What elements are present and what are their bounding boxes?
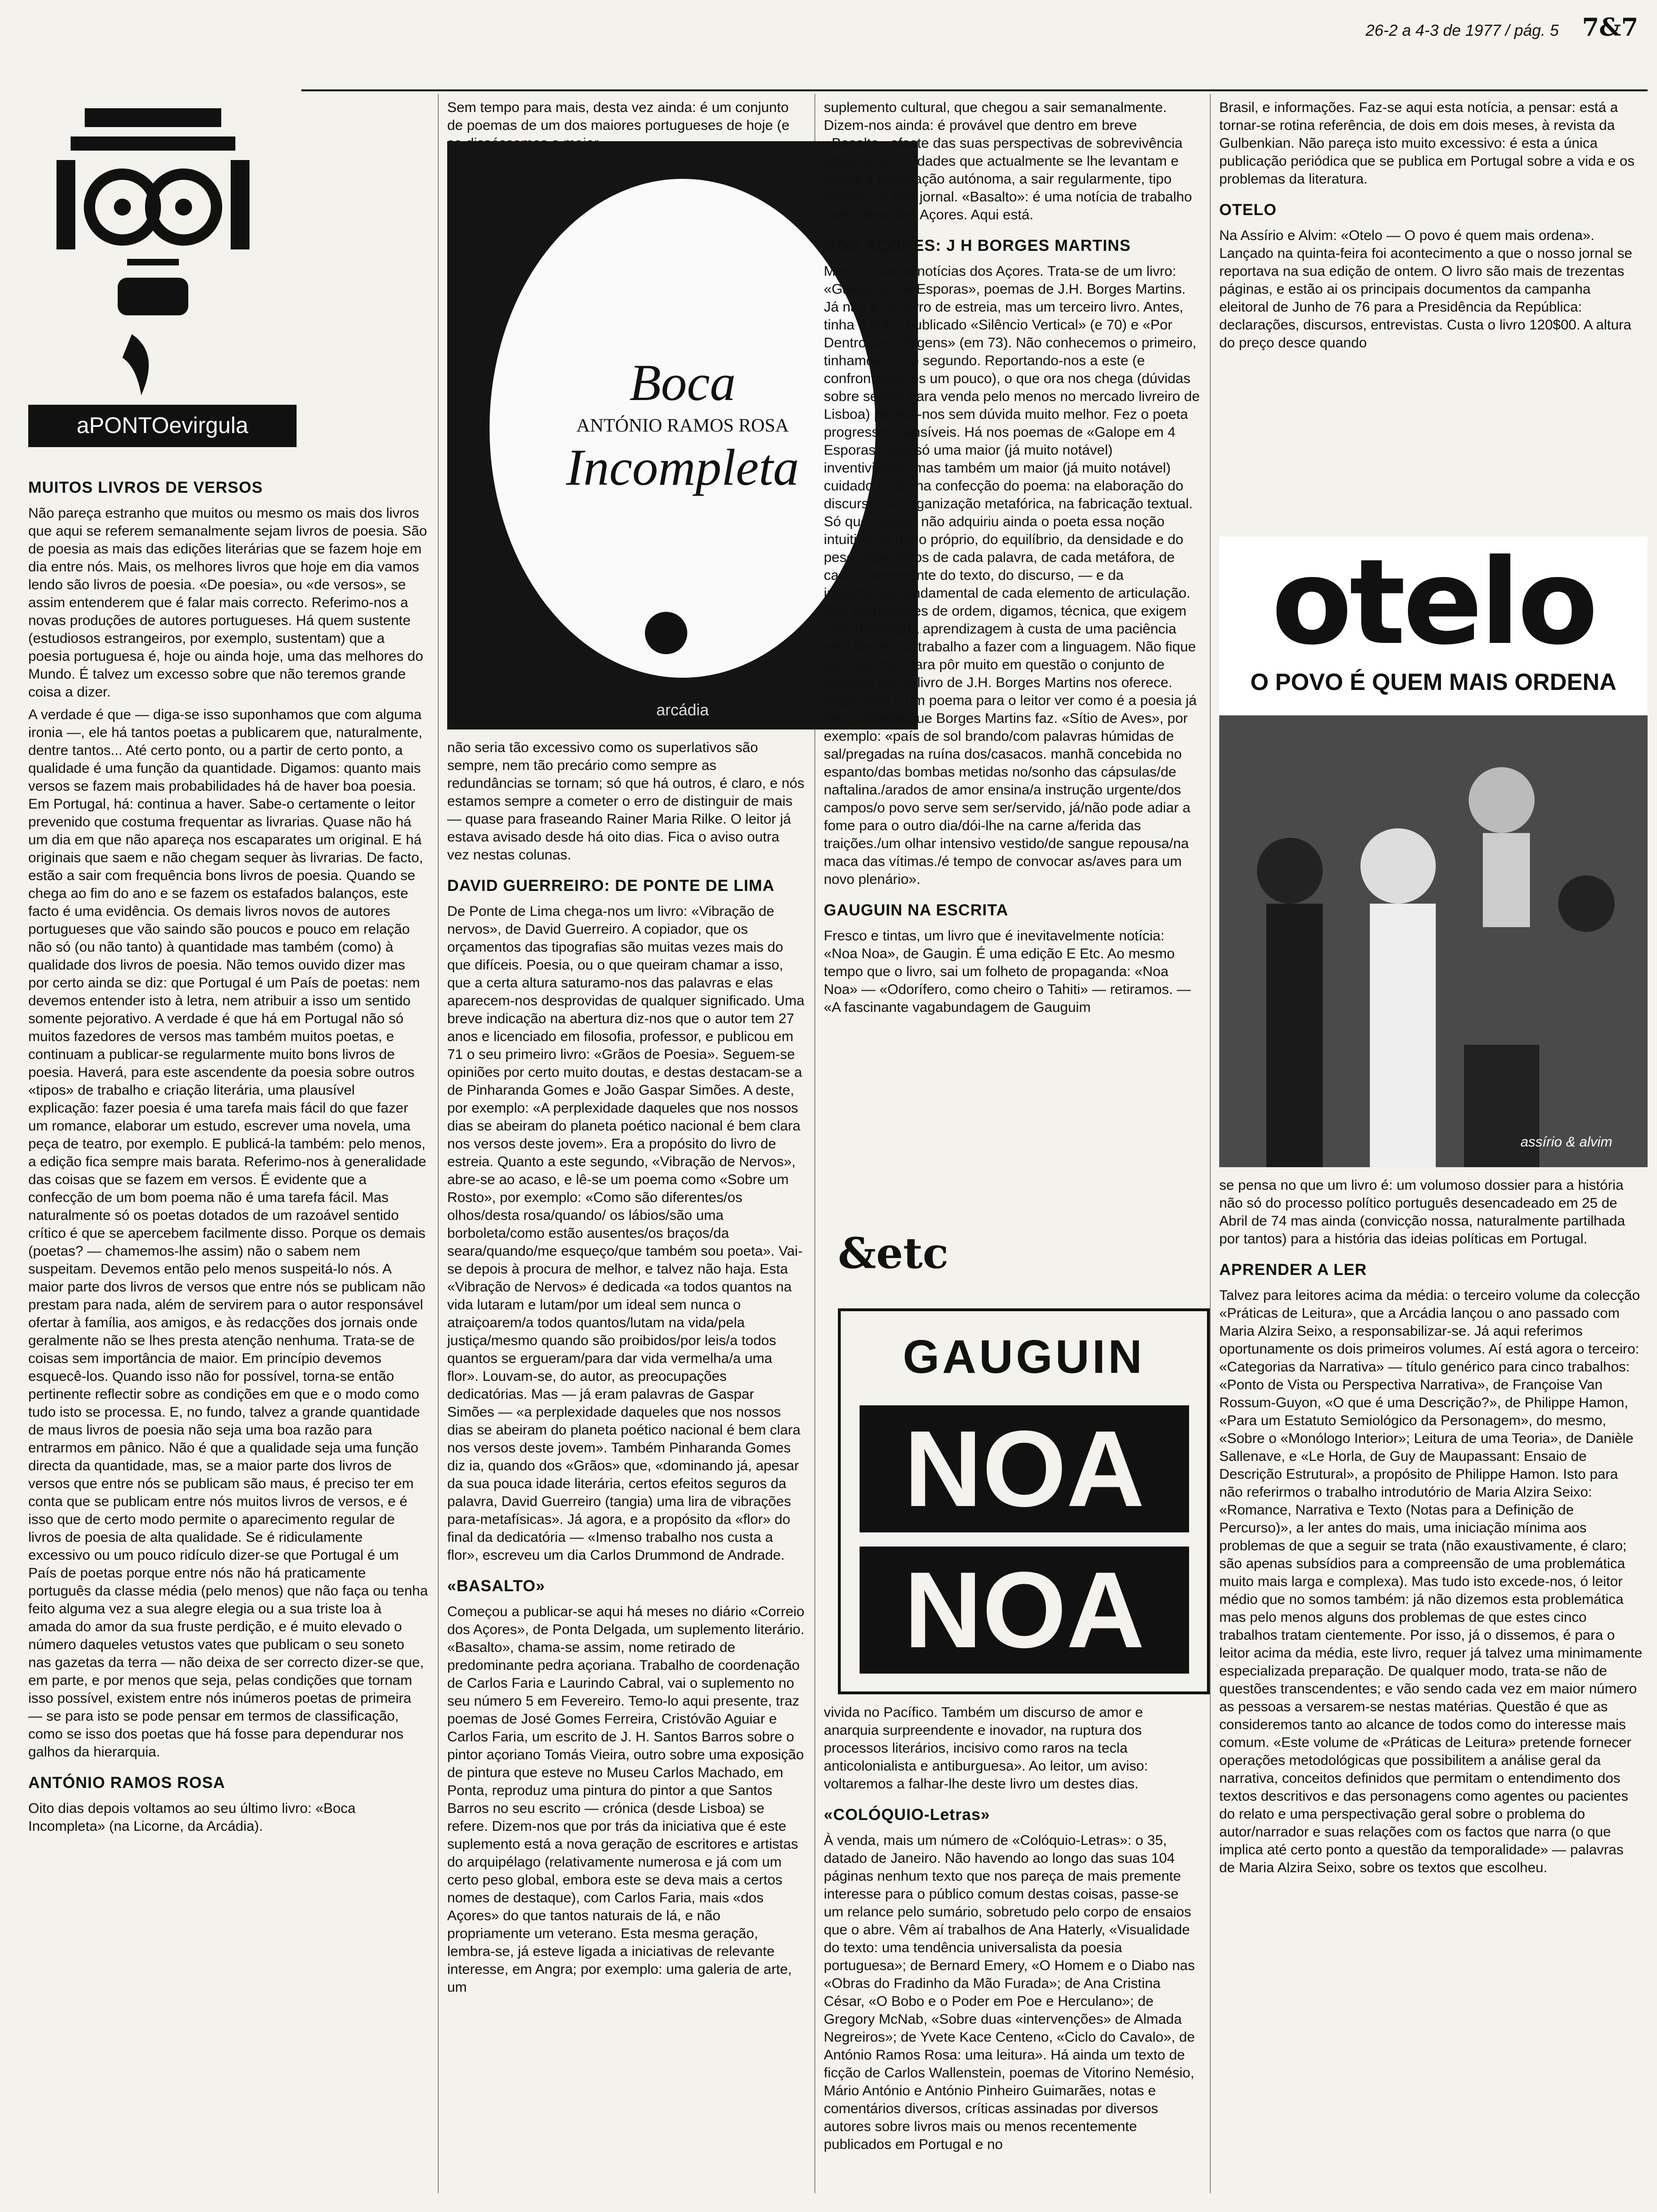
article-paragraph: suplemento cultural, que chegou a sair semanalmente. Dizem-nos ainda: é provável que dentro em breve «Basalto» afaste das suas perspectivas de sobrevivência algumas dificuldades que actualmente se lhe levantam e passe a publicação autónoma, a sair regularmente, tipo revista, ou tipo jornal. «Basalto»: é uma notícia de trabalho que chega dos Açores. Aqui está. [824, 100, 1192, 223]
article-paragraph: De Ponte de Lima chega-nos um livro: «Vibração de nervos», de David Guerreiro. A copiador, que os orçamentos das tipografias são muitas vezes mais do que difíceis. Poesia, ou o que queiram chamar a isso, que a certa altura saturamo-nos das palavras e elas aparecem-nos desprovidas de qualquer significado. Uma breve indicação na abertura diz-nos que o autor tem 27 anos e licenciado em filosofia, professor, e publicou em 71 o seu primeiro livro: «Grãos de Poesia». Seguem-se opiniões por certo muito doutas, e destas destacam-se a de Pinharanda Gomes e João Gaspar Simões. A deste, por exemplo: «A perplexidade daqueles que nos nossos dias se abeiram do planeta poético nacional é bem clara nos versos deste jovem». Era a propósito do livro de estreia. Quanto a este segundo, «Vibração de Nervos», abre-se ao acaso, e lê-se um poema como «Sobre um Rosto», por exemplo: «Como são diferentes/os olhos/desta rosa/quando/ os lábios/são uma borboleta/como estão ausentes/os braços/da seara/quando/me esqueço/que também sou poeta». Vai-se depois à procura de melhor, e talvez não haja. Esta «Vibração de Nervos» é dedicada «a todos quantos na vida lutaram e lutam/por um ideal sem nunca o atraiçoarem/a todos quantos/lutam na vida/pela justiça/mesmo quando são proibidos/por leis/a todos quantos se ergueram/para dar vida vermelha/a uma flor». Louvam-se, do autor, as preocupações dedicatórias. Mas — já eram palavras de Gaspar Simões — «a perplexidade daqueles que nos nossos dias se abeiram do planeta poético nacional é bem clara nos versos deste jovem». Também Pinharanda Gomes diz ia, quando dos «Grãos» que, «dominando já, apesar da sua pouca idade literária, certos efeitos seguros da palavra, David Guerreiro (tangia) uma lira de vibrações para-metafísicas». Já agora, e a propósito da «flor» do final da dedicatória — «Imenso trabalho nos custa a flor», escreveu um dia Carlos Drummond de Andrade. [447, 904, 804, 1563]
cover-author: ANTÓNIO RAMOS ROSA [576, 415, 789, 436]
article-title: ANTÓNIO RAMOS ROSA [28, 1774, 225, 1792]
cover-title: otelo [1271, 534, 1596, 671]
article-paragraph: vivida no Pacífico. Também um discurso de amor e anarquia surpreendente e inovador, na ruptura dos processos literários, incisivo como raros na tecla anticolonialista e antiburguesa». Ao leitor, um aviso: voltaremos a falhar-lhe deste livro um destes dias. [824, 1705, 1148, 1792]
cover-dot [645, 612, 687, 654]
article-paragraph: Brasil, e informações. Faz-se aqui esta notícia, a pensar: está a tornar-se rotina referência, de dois em dois meses, à revista da Gulbenkian. Não pareça isto muito excessivo: é esta a única publicação periódica que se publica em Portugal sobre a vida e os problemas da literatura. [1219, 100, 1635, 187]
cover-subtitle: O POVO É QUEM MAIS ORDENA [1250, 669, 1617, 695]
column-4 [1219, 99, 1643, 532]
column-divider [1210, 94, 1211, 2193]
article-title: GAUGUIN NA ESCRITA [824, 901, 1008, 919]
article-paragraph: Oito dias depois voltamos ao seu último livro: «Boca Incompleta» (na Licorne, da Arcádia). [28, 1801, 356, 1834]
section-tag: aPONTOevirgula [28, 405, 297, 447]
cover-title: NOA [860, 1405, 1189, 1532]
article-paragraph: se pensa no que um livro é: um volumoso dossier para a história não só do processo político português desencadeado em 25 de Abril de 74 mas ainda (convicção nossa, naturalmente partilhada por tantos) para a história das ideias políticas em Portugal. [1219, 1178, 1625, 1247]
column-2 [447, 739, 805, 2198]
cover-publisher: arcádia [656, 701, 709, 719]
publication-logo: 7&7 [1582, 13, 1638, 42]
article-paragraph: Talvez para leitores acima da média: o terceiro volume da colecção «Práticas de Leitura», que a Arcádia lançou o ano passado com Maria Alzira Seixo, a responsabilizar-se. Já aqui referimos oportunamente os dois primeiros volumes. Aí está agora o terceiro: «Categorias da Narrativa» — título genérico para cinco trabalhos: «Ponto de Vista ou Perspectiva Narrativa», de Françoise Van Rossum-Guyon, «O que é uma Descrição?», de Philippe Hamon, «Para um Estatuto Semiológico da Personagem», do mesmo, «Sobre o «Monólogo Interior»; Leitura de uma Teoria», de Danièle Sallenave, e «Le Horla, de Guy de Maupassant: Ensaio de Descrição Estrutural», a propósito de Philippe Hamon. Isto para não referirmos o trabalho introdutório de Maria Alzira Seixo: «Romance, Narrativa e Texto (Notas para a Definição de Percurso)», a ler antes do mais, uma iniciação mínima aos problemas de que a seguir se trata (não exaustivamente, é claro; são apenas subsídios para a compreensão de uma problemática muito mais larga e complexa). Mas tudo isto excede-nos, ó leitor médio que no somos também: já não dizemos esta problemática mas pelo menos alguns dos problemas de que estes cinco trabalhos tratam cientemente. Por isso, já o dissemos, é para o leitor acima da média, este livro, requer já talvez uma minimamente especializada preparação. De qualquer modo, trata-se não de questões transcendentes; e vão sendo cada vez em maior número as pessoas a versarem-se nestas matérias. Questão é que as consideremos tanto ao alcance de todos como do interesse mais comum. «Este volume de «Práticas de Leitura» pretende fornecer operações metodológicas que possibilitem a análise geral da narrativa, conceitos definidos que permitam o entendimento dos textos descritivos e das personagens como agentes ou pacientes do relato e uma perspectivação geral sobre o problema do autor/narrador e suas relações com os factos que narra (o que implica até certo ponto a questão da temporalidade» — palavras de Maria Alzira Seixo, sobre os textos que escolheu. [1219, 1288, 1642, 1875]
article-paragraph: Na Assírio e Alvim: «Otelo — O povo é quem mais ordena». Lançado na quinta-feira foi acontecimento a que o nosso jornal se reportava na sua edição de ontem. O livro são mais de trezentas páginas, e estão ai os principais documentos da campanha eleitoral de Junho de 76 para a Presidência da República: declarações, discursos, entrevistas. Custa o livro 120$00. A altura do preço desce quando [1219, 228, 1633, 351]
cover-title: GAUGUIN [902, 1330, 1145, 1383]
noa-noa-cover [838, 1308, 1210, 1694]
cover-title: Incompleta [566, 439, 799, 496]
article-paragraph: Sem tempo para mais, desta vez ainda: é um conjunto de poemas de um dos maiores portugueses de hoje (e [447, 100, 790, 133]
page-header [1366, 13, 1638, 42]
article-paragraph: Mas há outras notícias dos Açores. Trata-se de um livro: «Galope em 4 Esporas», poemas de J.H. Borges Martins. Já não é um livro de estreia, mas um terceiro livro. Antes, tinha o autor publicado «Silêncio Vertical» (e 70) e «Por Dentro das Viagens» (em 73). Não conhecemos o primeiro, tinhamos lido o segundo. Reportando-nos a este (e confrontando-os um pouco), o que ora nos chega (dúvidas sobre se virá para venda pelo menos no mercado livreiro de Lisboa) parece-nos sem dúvida muito melhor. Fez o poeta progressos sensíveis. Há nos poemas de «Galope em 4 Esporas» não só uma maior (já muito notável) inventividade, mas também um maior (já muito notável) cuidado posto na confecção do poema: na elaboração do discurso, na organização metafórica, na fabricação textual. Só que, talvez, não adquiriu ainda o poeta essa noção intuitiva do ritmo próprio, do equilíbrio, da densidade e do peso específicos de cada palavra, de cada metáfora, de cada componente do texto, do discurso, — e da importância fundamental de cada elemento de articulação. São pormenores de ordem, digamos, técnica, que exigem uma demorada aprendizagem à custa de uma paciência sem limites no trabalho a fazer com a linguagem. Não fique isto aqui dito para pôr muito em questão o conjunto de poemas que o livro de J.H. Borges Martins nos oferece. Fique aqui é um poema para o leitor ver como é a poesia já de qualidade que Borges Martins faz. «Sítio de Aves», por exemplo: «país de sol brando/com palavras húmidas de sal/pregadas na ruína dos/casacos. manhã concebida no espanto/das bombas metidas no/sonho das cápsulas/de naftalina./arados de amor ensina/a instrução urgente/dos campos/o povo serve sem ser/servido, já/não pode adiar a fome para o outro dia/dói-lhe na carne a/ferida das traições./um olhar intensivo vestido/de sangue repousa/na maca das vítimas./é tempo de convocar as/aves para um novo plenário». [824, 264, 1200, 887]
column-1 [28, 466, 428, 2198]
article-title: OTELO [1219, 201, 1277, 219]
column-3 [824, 99, 1200, 1228]
cover-title: NOA [860, 1547, 1189, 1674]
crowd-photo [1219, 715, 1648, 1167]
article-paragraph: À venda, mais um número de «Colóquio-Letras»: o 35, datado de Janeiro. Não havendo ao longo das suas 104 páginas nenhum texto que nos pareça de mais premente interesse para o público comum destas coisas, passe-se um relance pelo sumário, sobretudo pelo corpo de ensaios que o abre. Vêm aí trabalhos de Ana Haterly, «Visualidade do texto: uma tendência universalista da poesia portuguesa»; de Bernard Emery, «O Homem e o Diabo nas «Obras do Fradinho da Mão Furada»; de Ana Cristina César, «O Bobo e o Poder em Poe e Herculano»; de Gregory McNab, «Sobre duas «intervenções» de Almada Negreiros»; de Yvete Kace Centeno, «Ciclo do Cavalo», de António Ramos Rosa: uma leitura». Há ainda um texto de ficção de Carlos Wallenstein, poemas de Vitorino Nemésio, Mário António e António Pinheiro Guimarães, notas e comentários diversos, críticas assinadas por diversos autores sobre livros mais ou menos recentemente publicados em Portugal e no [824, 1833, 1195, 2152]
article-title: «COLÓQUIO-Letras» [824, 1806, 990, 1824]
column-3-lower [824, 1704, 1200, 2198]
header-rule [301, 89, 1648, 91]
article-paragraph: Não pareça estranho que muitos ou mesmo os mais dos livros que aqui se referem semanalmente sejam livros de poesia. São de poesia as mais das edições literárias que se fazem hoje em dia entre nós. Mais, os melhores livros que hoje em dia vamos lendo são livros de poesia. «De poesia», ou «de versos», se assim entenderem que é falar mais correcto. Referimo-nos a novas produções de autores portugueses. Há quem sustente (estudiosos estrangeiros, por exemplo, sustentam) que a poesia portuguesa é, hoje ou ainda hoje, uma das melhores do Mundo. É talvez um excesso sobre que não teremos grande coisa a dizer. [28, 505, 427, 700]
column-divider [438, 94, 439, 2193]
column-2-intro [447, 99, 805, 136]
article-paragraph: Fresco e tintas, um livro que é inevitavelmente notícia: «Noa Noa», de Gaugin. É uma edição E Etc. Ao mesmo tempo que o livro, sai um folheto de propaganda: «Noa Noa» — «Odorífero, como cheiro o Tahiti» — retiramos. — «A fascinante vagabundagem de Gauguim [824, 928, 1191, 1015]
face-icon [28, 71, 278, 400]
article-title: MUITOS LIVROS DE VERSOS [28, 479, 263, 497]
etc-logo: &etc [838, 1228, 949, 1278]
section-logo [28, 71, 278, 400]
cover-title: Boca [629, 354, 736, 411]
article-title: «BASALTO» [447, 1577, 546, 1595]
article-title: DAVID GUERREIRO: DE PONTE DE LIMA [447, 877, 775, 895]
article-title: APRENDER A LER [1219, 1261, 1367, 1279]
article-paragraph: não seria tão excessivo como os superlativos são sempre, nem tão precário como sempre as redundâncias se tornam; só que há outros, é claro, e nós estamos sempre a cometer o erro de distinguir de mais — quase para fraseando Rainer Maria Rilke. O leitor já estava avisado desde há oito dias. Fica o aviso outra vez nestas colunas. [447, 740, 804, 863]
otelo-cover [1219, 534, 1648, 1167]
article-paragraph: A verdade é que — diga-se isso suponhamos que com alguma ironia —, ele há tantos poetas a publicarem que, naturalmente, dentre tantos... Até certo ponto, ou a partir de certo ponto, a qualidade é uma função da quantidade. Digamos: quanto mais versos se fazem mais probabilidades há de haver boa poesia. Em Portugal, há: continua a haver. Sabe-o certamente o leitor prevenido que costuma frequentar as livrarias. Quase não há um dia em que não apareça nos escaparates um original. E há originais que saem e não chegam sequer às livrarias. De facto, estão a sair com frequência bons livros de poesia. Quando se chega ao fim do ano e se fazem os estafados balanços, este facto é uma evidência. Os demais livros novos de autores portugueses que vão saindo são poucos e pouco em relação não só (ou não tanto) à quantidade mas também (como) à qualidade dos livros de poesia. Não temos ouvido dizer mas por certo ainda se diz: que Portugal é um País de poetas: nem devemos entender isto à letra, nem atribuir a isso um sentido somente pejorativo. A verdade é que há em Portugal não só muitos fazedores de versos mas também muitos poetas, e continuam a publicar-se regularmente muito bons livros de poesia. Haverá, para este ascendente da poesia sobre outros «tipos» de trabalho e criação literária, uma plausível explicação: fazer poesia é uma tarefa mais fácil do que fazer um romance, elaborar um estudo, escrever uma novela, uma peça de teatro, por exemplo. E publicá-la também: pelo menos, a edição fica sempre mais barata. Referimo-nos à generalidade das coisas que se fazem em versos. É evidente que a confecção de um bom poema não é uma tarefa fácil. Mas naturalmente só os poetas dotados de um razoável sentido crítico é que se apercebem facilmente disso. Porque os demais (poetas? — chamemos-lhe assim) não o sabem nem suspeitam. Devemos então pelo menos suspeitá-lo nós. A maior parte dos livros de versos que entre nós se publicam não prestam para nada, além de servirem para o autor responsável ofertar à família, aos amigos, e às redacções dos jornais onde geralmente não se lhes presta atenção nenhuma. Trata-se de coisas sem importância de maior. Em princípio devemos esquecê-los. Quando isso não for possível, torna-se então pertinente reflectir sobre as condições em que e o modo como tudo isto se processa. E, no fundo, talvez a grande quantidade de maus livros de poesia não seja uma boa razão para entrarmos em pânico. Não é que a qualidade seja uma função directa da quantidade, mas, se a maior parte dos livros de versos que entre nós se publicam são maus, é preciso ter em conta que se publicam entre nós muitos livros de versos, e é isso que de certo modo permite o aparecimento regular de livros de poesia de alta qualidade. Se é ridiculamente excessivo ou um pouco ridículo dizer-se que Portugal é um País de poetas porque entre nós não há praticamente português da classe média (pelo menos) que não faça ou tenha feito alguma vez a sua alegre elegia ou a sua triste loa à amada do amor da sua fruste perdição, e é muito elevado o número daqueles vetustos vates que publicam o seu soneto nas gazetas da terra — não deixa de ser correcto dizer-se que, em parte, e por menos que seja, pelas condições que tornam isso possível, existem entre nós inúmeros poetas de primeira — se para isto se pode pensar em termos de classificação, como se isso dos poetas que há fosse para dependurar nos galhos da hierarquia. [28, 707, 428, 1760]
issue-date: 26-2 a 4-3 de 1977 / pág. 5 [1366, 22, 1559, 40]
article-title: DOS AÇORES: J H BORGES MARTINS [824, 237, 1131, 255]
article-paragraph: Começou a publicar-se aqui há meses no diário «Correio dos Açores», de Ponta Delgada, um suplemento literário. «Basalto», chama-se assim, nome retirado de predominante pedra açoriana. Trabalho de coordenação de Carlos Faria e Laurindo Cabral, vai o suplemento no seu número 5 em Fevereiro. Temo-lo aqui presente, traz poemas de José Gomes Ferreira, Cristóvão Aguiar e Carlos Faria, um escrito de J. H. Santos Barros sobre o pintor açoriano Tomás Vieira, outro sobre uma exposição de pintura que esteve no Museu Carlos Machado, em Ponta, reproduz uma pintura do pintor a que Santos Barros no seu escrito — crónica (desde Lisboa) se refere. Dizem-nos que por trás da iniciativa que é este suplemento está a nova geração de escritores e artistas do arquipélago (relativamente numerosa e já com um certo peso global, embora este se deva mais a certos nomes de destaque), com Carlos Faria, mais «dos Açores» do que tantos naturais de lá, e não propriamente um veterano. Esta mesma geração, lembra-se, já esteve ligada a iniciativas de relevante interesse, em Angra; por exemplo: uma galeria de arte, um [447, 1604, 804, 1995]
cover-publisher: assírio & alvim [1520, 1134, 1613, 1150]
column-4-lower [1219, 1177, 1643, 2198]
